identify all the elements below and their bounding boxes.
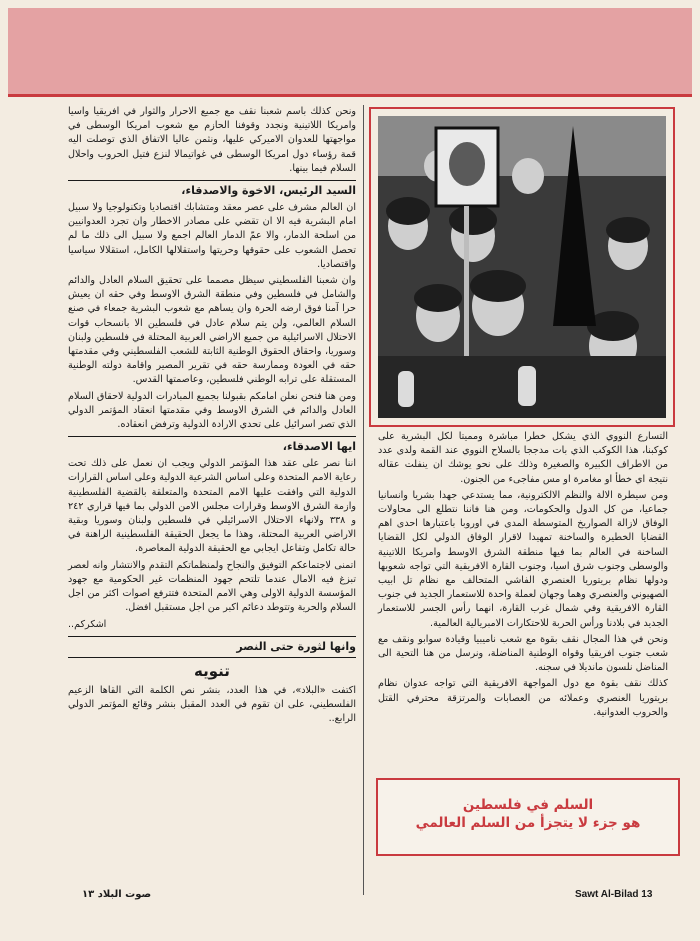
pull-quote-line-1: السلم في فلسطين <box>462 797 594 813</box>
paragraph-6: اتمنى لاجتماعكم التوفيق والنجاح ولمنظماتكم التقدم والانتشار وانه لعصر تبزغ فيه الامال عندما تلتحم جهود المنظمات غير الحكومية مع جهود المؤسسة الدولية الاولى وهي الامم المتحدة فتترفع اصوات اكثر من اجل السلام والحرية وتتوطد دعائم اكبر من اجل مستقبل افضل. <box>68 559 356 614</box>
right-article-column <box>378 430 668 722</box>
notice-text: اكتفت «البلاد»، في هذا العدد، بنشر نص الكلمة التي القاها الزعيم الفلسطيني، على ان تقوم في العدد المقبل بنشر وقائع المؤتمر الدولي الرابع.. <box>68 684 356 725</box>
top-color-band <box>8 8 692 97</box>
crowd-photo <box>378 116 666 418</box>
column-divider <box>363 105 364 895</box>
right-paragraph-1: التسارع النووي الذي يشكل خطرا مباشرة ومميتا لكل البشرية على كوكبنا، هذا الكوكب الذي بات مدججا بالسلاح النووي عند القمة ولدى عدد من الاطراف الكبيرة والصغيرة وذلك على نحو يوشك ان ينفلت عقاله نتيجة اي خطأ او مغامرة او مس مفاجىء من الجنون. <box>378 431 668 485</box>
right-paragraph-3: ونحن في هذا المجال نقف بقوة مع شعب ناميبيا وقيادة سوابو ونقف مع شعب جنوب افريقيا وقواه الوطنية المناضلة، ونرسل من هنا التحية الى المناضل نلسون مانديلا في سجنه. <box>378 633 668 674</box>
footer-magazine-name-latin: Sawt Al-Bilad 13 <box>575 889 653 900</box>
intro-paragraph: ونحن كذلك باسم شعبنا نقف مع جميع الاحرار والثوار في افريقيا واسيا وامريكا اللاتينية ونجدد وقوفنا الحازم مع شعوب امريكا الوسطى في مواجهتها للعدوان الاميركي عليها، ونثمن عاليا الاتفاق الذي توصلت اليه قمة رؤساء دول امريكا الوسطى في غواتيمالا لنزع فتيل الحروب واحلال السلام فيما بينها. <box>68 106 356 174</box>
pull-quote-box <box>376 778 680 856</box>
slogan-line: وانها لثورة حتى النصر <box>68 636 356 658</box>
paragraph-2: ان العالم مشرف على عصر معقد ومتشابك اقتصاديا وتكنولوجيا ولا سبيل امام البشرية فيه الا ان تقضي على مصادر الاخطار وان تجرد العدوانيين من اسلحة الدمار، والا عمّ الدمار العالم اجمع ولا سبيل الى ذلك ما لم تحصل الشعوب على حقوقها وحريتها واستقلالها الكامل، استقلالا سياسيا واقتصاديا. <box>68 202 356 270</box>
pull-quote-line-2: هو جزء لا يتجزأ من السلم العالمي <box>415 815 641 831</box>
paragraph-4: ومن هنا فنحن نعلن امامكم بقبولنا بجميع المبادرات الدولية لاحقاق السلام العادل والدائم في الشرق الاوسط وفي مقدمتها انعقاد المؤتمر الدولي الذي تصر اسرائيل على تحدي الارادة الدولية وترفض انعقاده. <box>68 390 356 431</box>
section-heading-2: ايها الاصدقاء، <box>68 436 356 454</box>
paragraph-3: وان شعبنا الفلسطيني سيظل مصمما على تحقيق السلام العادل والدائم والشامل في فلسطين وفي منطقة الشرق الاوسط وفي حقه ان يعيش حرا آمنا فوق ارضه الحرة وان يساهم مع شعوب البشرية جمعاء في صنع السلام العالمي، ولن يتم سلام عادل في فلسطين الا بانسحاب قوات الاحتلال الاسرائيلية من جميع الاراضي العربية المحتلة في فلسطين ولبنان وسوريا، واحقاق الحقوق الوطنية الثابتة للشعب الفلسطيني وفي مقدمتها حقه في العودة وممارسة حقه في تقرير المصير واقامة دولته الوطنية المستقلة على ترابه الوطني فلسطين، وعاصمتها القدس. <box>68 275 356 386</box>
footer-magazine-name-arabic: صوت البلاد ١٣ <box>82 889 152 900</box>
thanks-line: اشكركم.. <box>68 618 107 630</box>
left-article-column <box>68 105 356 728</box>
right-paragraph-2: ومن سيطرة الالة والنظم الالكترونية، مما يستدعي جهدا بشريا وانسانيا جماعيا، من كل الدول والحكومات، ومن هنا فاننا نتطلع الى محاولات الوفاق لازالة الصواريخ المتوسطة المدى في اوروبا باعتبارها احدى اهم القضايا الخطيرة والساخنة تمهيدا لاقرار الوفاق الدولي لكل القضايا الساخنة في العالم بما فيها منطقة الشرق الاوسط وامريكا اللاتينية والوسطى وجنوب شرق اسيا، وجنوب القارة الافريقية التي تواجه شعوبها ودولها نظام بريتوريا العنصري الفاشي المتحالف مع نظام تل ابيب الصهيوني والعنصري وهما وجهان لعملة واحدة للاستعمار الجديد في جنوب القارة الافريقية وفي شمال غرب القارة، انهما رأس الجسر للاستعمار الجديد في بلادنا ورأس الحربة للاحتكارات الامبريالية العالمية. <box>378 489 668 629</box>
section-heading-1: السيد الرئيس، الاخوة والاصدقاء، <box>68 180 356 198</box>
photo-frame <box>369 107 675 427</box>
notice-title: تنويه <box>194 661 230 680</box>
crowd-photo-illustration <box>378 116 666 418</box>
paragraph-5: اننا نصر على عقد هذا المؤتمر الدولي ويجب ان نعمل على ذلك تحت رعاية الامم المتحدة وعلى اساس الشرعية الدولية وعلى اساس القرارات الدولية التي وافقت عليها الامم المتحدة والمتعلقة بالقضية الفلسطينية وازمة الشرق الاوسط وقرارات مجلس الامن الدولي بما فيها قراري ٢٤٢ و ٣٣٨ ولانهاء الاحتلال الاسرائيلي في فلسطين ولبنان وسوريا وبقية الاراضي العربية المحتلة، وهذا ما يجعل الحقيقة الفلسطينية الراهنة في حالة تكامل وتفاعل ايجابي مع الحقيقة الدولية المعاصرة. <box>68 458 357 555</box>
right-paragraph-4: كذلك نقف بقوة مع دول المواجهة الافريقية التي تواجه عدوان نظام بريتوريا العنصري وعملائه من العصابات والمرتزقة محترفي القتل والحروب العدوانية. <box>378 678 668 718</box>
